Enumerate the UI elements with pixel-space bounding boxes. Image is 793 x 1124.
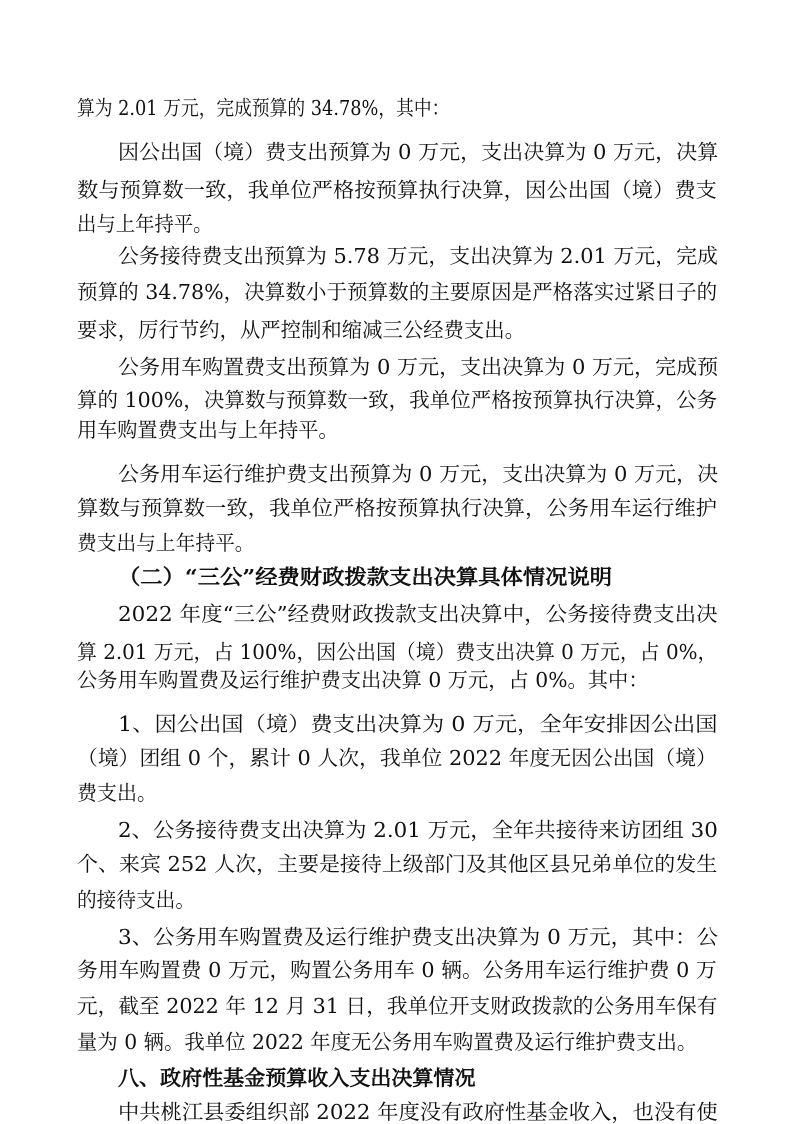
text-line: 要求，厉行节约，从严控制和缩减三公经费支出。	[77, 318, 525, 342]
text-line: 公务用车购置费及运行维护费支出决算 0 万元，占 0%。其中：	[77, 668, 649, 692]
section-heading: 八、政府性基金预算收入支出决算情况	[118, 1066, 476, 1090]
text-line: 务用车购置费 0 万元，购置公务用车 0 辆。公务用车运行维护费 0 万	[77, 958, 717, 982]
text-line: 2022 年度“三公”经费财政拨款支出决算中，公务接待费支出决	[118, 602, 718, 626]
text-line: 算的 100%，决算数与预算数一致，我单位严格按预算执行决算，公务	[77, 388, 718, 412]
text-line: 数与预算数一致，我单位严格按预算执行决算，因公出国（境）费支	[77, 178, 717, 202]
text-line: 因公出国（境）费支出预算为 0 万元，支出决算为 0 万元，决算	[118, 140, 719, 164]
text-line: 算数与预算数一致，我单位严格按预算执行决算，公务用车运行维护	[77, 496, 717, 520]
text-line: 费支出。	[77, 781, 157, 805]
text-line: 量为 0 辆。我单位 2022 年度无公务用车购置费及运行维护费支出。	[77, 1030, 698, 1054]
text-line: 2、公务接待费支出决算为 2.01 万元，全年共接待来访团组 30	[118, 818, 718, 842]
section-heading: （二）“三公”经费财政拨款支出决算具体情况说明	[118, 565, 613, 589]
text-line: 公务用车运行维护费支出预算为 0 万元，支出决算为 0 万元，决	[118, 462, 719, 486]
text-line: 用车购置费支出与上年持平。	[77, 418, 339, 442]
text-line: 公务接待费支出预算为 5.78 万元，支出决算为 2.01 万元，完成	[118, 244, 718, 268]
text-line: 出与上年持平。	[77, 212, 213, 236]
text-line: （境）团组 0 个，累计 0 人次，我单位 2022 年度无因公出国（境）	[77, 746, 717, 770]
text-line: 费支出与上年持平。	[77, 531, 255, 555]
text-line: 1、因公出国（境）费支出决算为 0 万元，全年安排因公出国	[118, 712, 718, 736]
text-line: 算 2.01 万元，占 100%，因公出国（境）费支出决算 0 万元，占 0%，	[77, 640, 718, 664]
text-line: 算为 2.01 万元，完成预算的 34.78%，其中：	[77, 96, 450, 120]
text-line: 元，截至 2022 年 12 月 31 日，我单位开支财政拨款的公务用车保有	[77, 994, 718, 1018]
text-line: 的接待支出。	[77, 888, 195, 912]
text-line: 公务用车购置费支出预算为 0 万元，支出决算为 0 万元，完成预	[118, 355, 719, 379]
text-line: 预算的 34.78%，决算数小于预算数的主要原因是严格落实过紧日子的	[77, 280, 718, 304]
text-line: 中共桃江县委组织部 2022 年度没有政府性基金收入，也没有使	[118, 1100, 718, 1124]
text-line: 个、来宾 252 人次，主要是接待上级部门及其他区县兄弟单位的发生	[77, 852, 718, 876]
text-line: 3、公务用车购置费及运行维护费支出决算为 0 万元，其中：公	[118, 925, 719, 949]
